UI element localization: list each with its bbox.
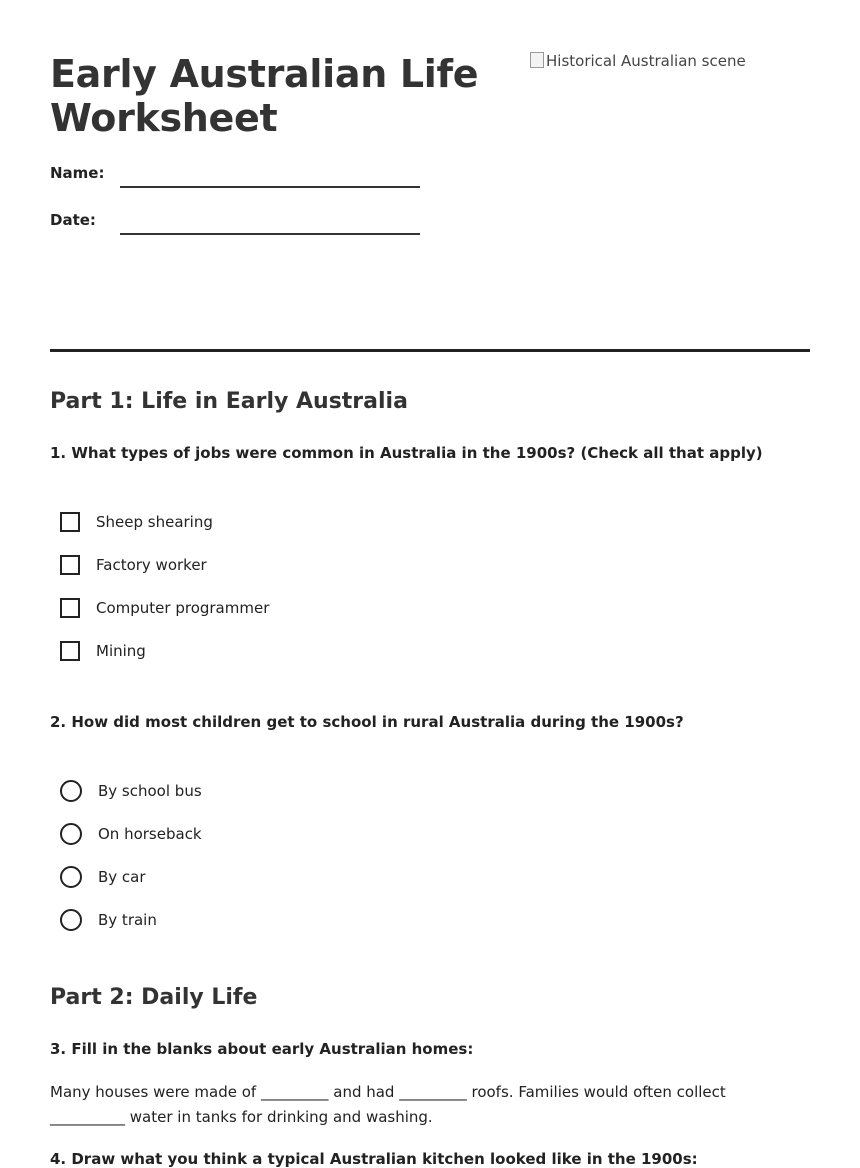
- date-field[interactable]: [120, 233, 420, 235]
- page-title: Early Australian Life Worksheet: [50, 52, 479, 140]
- option-label: On horseback: [98, 825, 202, 843]
- q2-option-train[interactable]: [60, 908, 157, 932]
- option-label: By train: [98, 911, 157, 929]
- image-alt-text: Historical Australian scene: [546, 52, 746, 70]
- question-1: 1. What types of jobs were common in Australia in the 1900s? (Check all that apply): [50, 444, 763, 462]
- question-4: 4. Draw what you think a typical Australian kitchen looked like in the 1900s:: [50, 1150, 698, 1168]
- q2-option-horseback[interactable]: [60, 822, 202, 846]
- date-label: Date:: [50, 211, 96, 229]
- option-label: Mining: [96, 642, 146, 660]
- part2-title: Part 2: Daily Life: [50, 985, 258, 1010]
- radio-button[interactable]: [60, 909, 82, 931]
- q2-option-school-bus[interactable]: [60, 779, 202, 803]
- checkbox[interactable]: [60, 598, 80, 618]
- header-divider: [50, 349, 810, 352]
- checkbox[interactable]: [60, 641, 80, 661]
- broken-image-icon: [530, 52, 544, 68]
- option-label: Computer programmer: [96, 599, 270, 617]
- checkbox[interactable]: [60, 512, 80, 532]
- option-label: By school bus: [98, 782, 202, 800]
- question-3: 3. Fill in the blanks about early Australian homes:: [50, 1040, 474, 1058]
- question-2: 2. How did most children get to school in rural Australia during the 1900s?: [50, 713, 684, 731]
- q1-option-computer-programmer[interactable]: [60, 596, 269, 620]
- radio-button[interactable]: [60, 780, 82, 802]
- q2-option-car[interactable]: [60, 865, 146, 889]
- radio-button[interactable]: [60, 823, 82, 845]
- fill-in-blanks-paragraph: Many houses were made of _________ and had _________ roofs. Families would often collect __________ water in tanks for drinking and washing.: [50, 1083, 726, 1126]
- historical-scene-image: [530, 52, 810, 192]
- name-field[interactable]: [120, 186, 420, 188]
- q1-option-sheep-shearing[interactable]: [60, 510, 213, 534]
- radio-button[interactable]: [60, 866, 82, 888]
- q1-option-mining[interactable]: [60, 639, 146, 663]
- q1-option-factory-worker[interactable]: [60, 553, 207, 577]
- part1-title: Part 1: Life in Early Australia: [50, 389, 408, 414]
- option-label: By car: [98, 868, 146, 886]
- name-label: Name:: [50, 164, 105, 182]
- option-label: Sheep shearing: [96, 513, 213, 531]
- checkbox[interactable]: [60, 555, 80, 575]
- option-label: Factory worker: [96, 556, 207, 574]
